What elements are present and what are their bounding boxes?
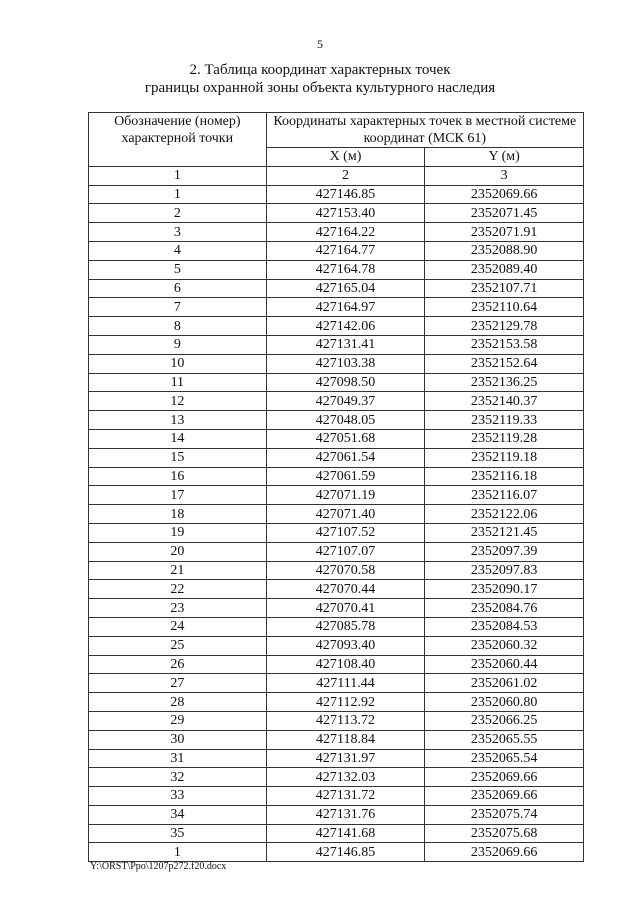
x-coordinate: 427113.72 — [266, 711, 425, 730]
x-coordinate: 427070.41 — [266, 599, 425, 618]
y-coordinate: 2352119.18 — [425, 448, 584, 467]
table-row — [89, 523, 584, 542]
table-row — [89, 448, 584, 467]
y-coordinate: 2352069.66 — [425, 185, 584, 204]
x-coordinate: 427071.40 — [266, 505, 425, 524]
point-number: 24 — [89, 617, 267, 636]
table-row — [89, 411, 584, 430]
y-coordinate: 2352140.37 — [425, 392, 584, 411]
point-number: 18 — [89, 505, 267, 524]
point-number: 27 — [89, 674, 267, 693]
table-row — [89, 693, 584, 712]
x-coordinate: 427146.85 — [266, 843, 425, 862]
y-coordinate: 2352060.32 — [425, 636, 584, 655]
y-coordinate: 2352153.58 — [425, 335, 584, 354]
x-coordinate: 427153.40 — [266, 204, 425, 223]
x-coordinate: 427131.76 — [266, 805, 425, 824]
point-number: 35 — [89, 824, 267, 843]
table-row — [89, 730, 584, 749]
point-number: 25 — [89, 636, 267, 655]
y-coordinate: 2352119.33 — [425, 411, 584, 430]
x-coordinate: 427142.06 — [266, 317, 425, 336]
x-coordinate: 427048.05 — [266, 411, 425, 430]
table-row — [89, 429, 584, 448]
table-row — [89, 486, 584, 505]
y-coordinate: 2352088.90 — [425, 241, 584, 260]
point-number: 13 — [89, 411, 267, 430]
y-coordinate: 2352119.28 — [425, 429, 584, 448]
y-coordinate: 2352136.25 — [425, 373, 584, 392]
y-coordinate: 2352061.02 — [425, 674, 584, 693]
x-coordinate: 427164.77 — [266, 241, 425, 260]
table-row — [89, 561, 584, 580]
x-coordinate: 427061.59 — [266, 467, 425, 486]
x-coordinate: 427070.58 — [266, 561, 425, 580]
y-coordinate: 2352090.17 — [425, 580, 584, 599]
point-number: 23 — [89, 599, 267, 618]
table-row — [89, 768, 584, 787]
x-coordinate: 427085.78 — [266, 617, 425, 636]
y-coordinate: 2352069.66 — [425, 787, 584, 806]
x-coordinate: 427111.44 — [266, 674, 425, 693]
y-coordinate: 2352066.25 — [425, 711, 584, 730]
table-row — [89, 298, 584, 317]
y-coordinate: 2352075.68 — [425, 824, 584, 843]
point-number: 4 — [89, 241, 267, 260]
point-number: 8 — [89, 317, 267, 336]
y-coordinate: 2352069.66 — [425, 768, 584, 787]
col-number-2: 2 — [266, 166, 425, 185]
point-number: 28 — [89, 693, 267, 712]
y-coordinate: 2352116.07 — [425, 486, 584, 505]
point-number: 15 — [89, 448, 267, 467]
col-number-3: 3 — [425, 166, 584, 185]
table-row — [89, 373, 584, 392]
x-coordinate: 427131.41 — [266, 335, 425, 354]
x-coordinate: 427132.03 — [266, 768, 425, 787]
point-number: 31 — [89, 749, 267, 768]
y-coordinate: 2352110.64 — [425, 298, 584, 317]
table-row — [89, 711, 584, 730]
y-coordinate: 2352084.53 — [425, 617, 584, 636]
coordinates-table — [88, 112, 584, 862]
point-number: 10 — [89, 354, 267, 373]
table-row — [89, 674, 584, 693]
y-coordinate: 2352089.40 — [425, 260, 584, 279]
point-number: 2 — [89, 204, 267, 223]
y-coordinate: 2352060.80 — [425, 693, 584, 712]
x-coordinate: 427164.78 — [266, 260, 425, 279]
table-row — [89, 260, 584, 279]
point-number: 16 — [89, 467, 267, 486]
point-number: 34 — [89, 805, 267, 824]
x-coordinate: 427070.44 — [266, 580, 425, 599]
x-coordinate: 427131.72 — [266, 787, 425, 806]
x-coordinate: 427164.22 — [266, 223, 425, 242]
y-coordinate: 2352152.64 — [425, 354, 584, 373]
y-coordinate: 2352060.44 — [425, 655, 584, 674]
point-number: 1 — [89, 185, 267, 204]
x-coordinate: 427164.97 — [266, 298, 425, 317]
table-row — [89, 617, 584, 636]
point-number: 3 — [89, 223, 267, 242]
table-row — [89, 599, 584, 618]
table-row — [89, 824, 584, 843]
point-number: 9 — [89, 335, 267, 354]
title-line-2: границы охранной зоны объекта культурного наследия — [144, 80, 496, 96]
x-coordinate: 427131.97 — [266, 749, 425, 768]
table-row — [89, 223, 584, 242]
y-coordinate: 2352107.71 — [425, 279, 584, 298]
y-coordinate: 2352069.66 — [425, 843, 584, 862]
table-title — [0, 61, 640, 97]
y-coordinate: 2352075.74 — [425, 805, 584, 824]
table-row — [89, 542, 584, 561]
y-coordinate: 2352071.91 — [425, 223, 584, 242]
point-number: 1 — [89, 843, 267, 862]
y-coordinate: 2352065.55 — [425, 730, 584, 749]
table-row — [89, 317, 584, 336]
y-coordinate: 2352121.45 — [425, 523, 584, 542]
x-coordinate: 427165.04 — [266, 279, 425, 298]
point-number: 20 — [89, 542, 267, 561]
table-row — [89, 335, 584, 354]
header-coords: Координаты характерных точек в местной системе координат (МСК 61) — [266, 113, 583, 148]
point-number: 21 — [89, 561, 267, 580]
point-number: 19 — [89, 523, 267, 542]
point-number: 30 — [89, 730, 267, 749]
table-row — [89, 580, 584, 599]
table-row — [89, 655, 584, 674]
x-coordinate: 427141.68 — [266, 824, 425, 843]
table-row — [89, 636, 584, 655]
x-coordinate: 427107.52 — [266, 523, 425, 542]
y-coordinate: 2352084.76 — [425, 599, 584, 618]
table-row — [89, 392, 584, 411]
y-coordinate: 2352129.78 — [425, 317, 584, 336]
table-row — [89, 749, 584, 768]
point-number: 12 — [89, 392, 267, 411]
point-number: 14 — [89, 429, 267, 448]
table-row — [89, 279, 584, 298]
table-row — [89, 843, 584, 862]
point-number: 33 — [89, 787, 267, 806]
x-coordinate: 427112.92 — [266, 693, 425, 712]
col-number-1: 1 — [89, 166, 267, 185]
y-coordinate: 2352065.54 — [425, 749, 584, 768]
point-number: 17 — [89, 486, 267, 505]
x-coordinate: 427118.84 — [266, 730, 425, 749]
point-number: 6 — [89, 279, 267, 298]
point-number: 5 — [89, 260, 267, 279]
y-coordinate: 2352097.39 — [425, 542, 584, 561]
header-point: Обозначение (номер) характерной точки — [89, 113, 267, 167]
y-coordinate: 2352116.18 — [425, 467, 584, 486]
point-number: 7 — [89, 298, 267, 317]
point-number: 22 — [89, 580, 267, 599]
table-row — [89, 787, 584, 806]
table-row — [89, 185, 584, 204]
page-number: 5 — [317, 37, 323, 51]
x-coordinate: 427146.85 — [266, 185, 425, 204]
header-x: X (м) — [266, 148, 425, 167]
y-coordinate: 2352071.45 — [425, 204, 584, 223]
table-row — [89, 467, 584, 486]
point-number: 26 — [89, 655, 267, 674]
x-coordinate: 427108.40 — [266, 655, 425, 674]
table-row — [89, 241, 584, 260]
x-coordinate: 427061.54 — [266, 448, 425, 467]
x-coordinate: 427049.37 — [266, 392, 425, 411]
y-coordinate: 2352122.06 — [425, 505, 584, 524]
title-line-1: 2. Таблица координат характерных точек — [189, 62, 451, 78]
table-row — [89, 805, 584, 824]
point-number: 32 — [89, 768, 267, 787]
x-coordinate: 427051.68 — [266, 429, 425, 448]
y-coordinate: 2352097.83 — [425, 561, 584, 580]
x-coordinate: 427093.40 — [266, 636, 425, 655]
header-y: Y (м) — [425, 148, 584, 167]
table-row — [89, 204, 584, 223]
point-number: 29 — [89, 711, 267, 730]
x-coordinate: 427103.38 — [266, 354, 425, 373]
table-row — [89, 354, 584, 373]
x-coordinate: 427071.19 — [266, 486, 425, 505]
x-coordinate: 427098.50 — [266, 373, 425, 392]
x-coordinate: 427107.07 — [266, 542, 425, 561]
file-path-footer: Y:\ORST\Ppo\1207p272.f20.docx — [90, 861, 227, 872]
table-row — [89, 505, 584, 524]
point-number: 11 — [89, 373, 267, 392]
